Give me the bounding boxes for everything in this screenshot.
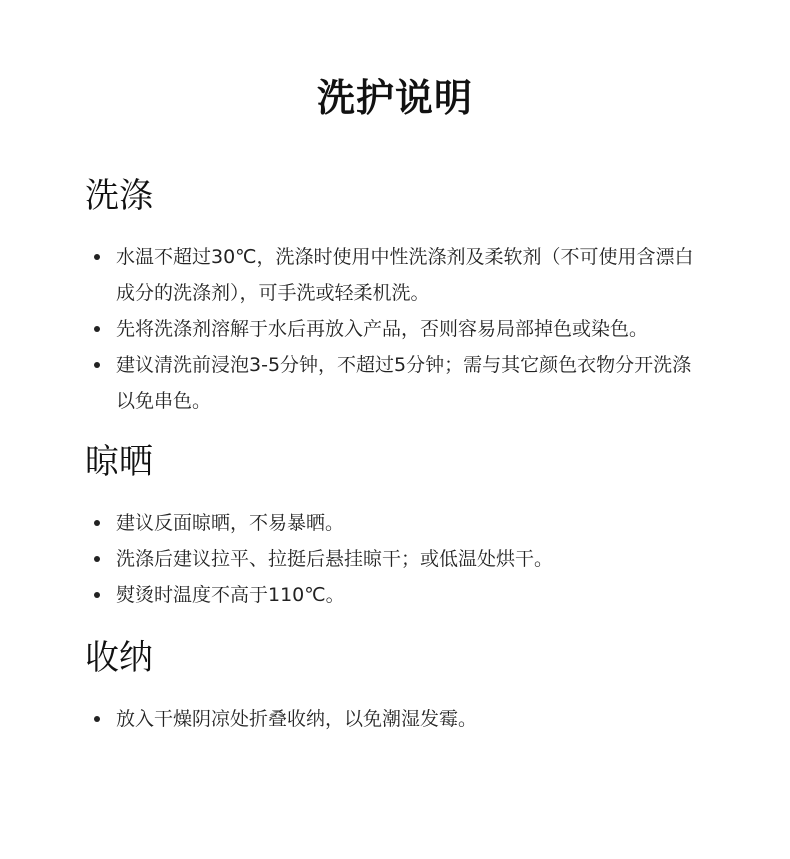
drying-list: [90, 505, 710, 613]
list-item-text: 先将洗涤剂溶解于水后再放入产品，否则容易局部掉色或染色。: [116, 318, 649, 340]
bullet-icon: [94, 520, 100, 526]
list-item: [90, 701, 710, 737]
section-heading-washing: 洗涤: [85, 176, 153, 216]
page-title: 洗护说明: [316, 76, 473, 121]
list-item: [90, 347, 710, 419]
list-item-text: 水温不超过30℃，洗涤时使用中性洗涤剂及柔软剂（不可使用含漂白成分的洗涤剂），可手洗或轻柔机洗。: [116, 246, 694, 304]
bullet-icon: [94, 254, 100, 260]
bullet-icon: [94, 362, 100, 368]
list-item: [90, 541, 710, 577]
list-item: [90, 577, 710, 613]
list-item-text: 洗涤后建议拉平、拉挺后悬挂晾干；或低温处烘干。: [116, 548, 554, 570]
list-item: [90, 311, 710, 347]
storage-list: [90, 701, 710, 737]
section-heading-drying: 晾晒: [85, 442, 153, 482]
bullet-icon: [94, 716, 100, 722]
bullet-icon: [94, 326, 100, 332]
list-item: [90, 505, 710, 541]
list-item: [90, 239, 710, 311]
bullet-icon: [94, 556, 100, 562]
section-heading-storage: 收纳: [85, 638, 153, 678]
list-item-text: 熨烫时温度不高于110℃。: [116, 584, 345, 606]
list-item-text: 建议清洗前浸泡3-5分钟，不超过5分钟；需与其它颜色衣物分开洗涤以免串色。: [116, 354, 692, 412]
list-item-text: 放入干燥阴凉处折叠收纳，以免潮湿发霉。: [116, 708, 478, 730]
washing-list: [90, 239, 710, 419]
list-item-text: 建议反面晾晒，不易暴晒。: [116, 512, 345, 534]
bullet-icon: [94, 592, 100, 598]
